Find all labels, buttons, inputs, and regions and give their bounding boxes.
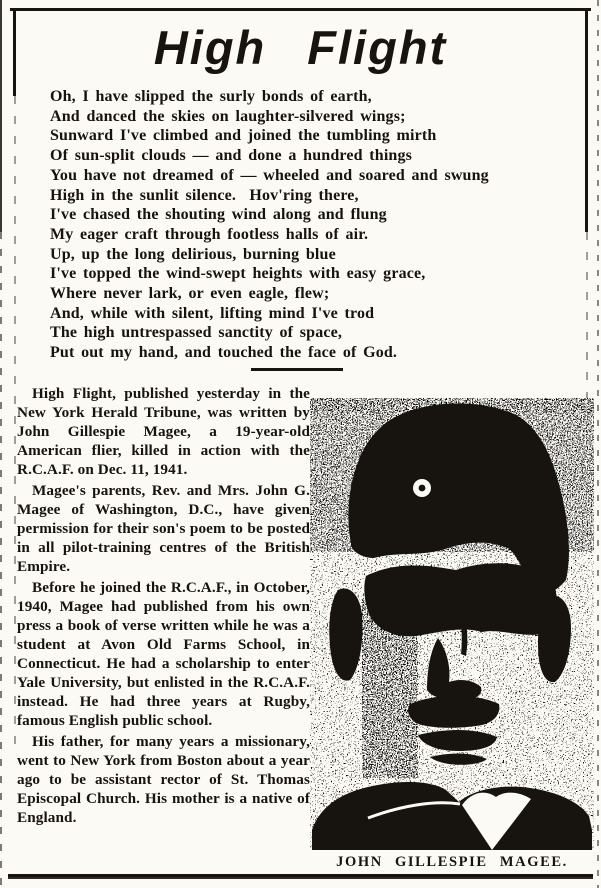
poem-line: I've topped the wind-swept heights with easy grace, <box>50 265 426 283</box>
poem-line: Oh, I have slipped the surly bonds of earth, <box>50 88 372 105</box>
poem-line: Sunward I've climbed and joined the tumbling mirth <box>50 127 437 145</box>
article-paragraph: His father, for many years a missionary, went to New York from Boston about a year ago to be assistant rector of St. Thomas Episcopal Church. His mother is a native of England. <box>17 733 310 826</box>
cap-badge-center <box>419 485 426 492</box>
box-border-top <box>10 8 591 11</box>
section-divider <box>251 368 343 371</box>
mustache <box>408 696 499 728</box>
poem-line: And danced the skies on laughter-silvered wings; <box>50 107 406 125</box>
box-border-left-dashed <box>14 96 16 746</box>
photo-caption: JOHN GILLESPIE MAGEE. <box>336 854 568 870</box>
column-rule-left-dashed <box>0 232 2 888</box>
poem-line: Put out my hand, and touched the face of God. <box>50 344 398 362</box>
bottom-double-rule <box>8 874 593 879</box>
poem-line: Of sun-split clouds — and done a hundred things <box>50 147 412 165</box>
poem <box>50 87 577 363</box>
poem-line: The high untrespassed sanctity of space, <box>50 324 343 342</box>
column-rule-right <box>597 0 599 888</box>
poem-line: You have not dreamed of — wheeled and soared and swung <box>50 166 489 184</box>
portrait-photo <box>310 398 594 850</box>
poem-line: I've chased the shouting wind along and flung <box>50 206 387 224</box>
poem-line: And, while with silent, lifting mind I've trod <box>50 304 375 322</box>
headline: High Flight <box>153 21 448 74</box>
poem-line: Where never lark, or even eagle, flew; <box>50 285 330 303</box>
poem-line: High in the sunlit silence. Hov'ring there, <box>50 186 359 204</box>
photo-column <box>310 398 594 871</box>
article-paragraph: Magee's parents, Rev. and Mrs. John G. Magee of Washington, D.C., have given permission for their son's poem to be posted in all pilot-training centres of the British Empire. <box>17 482 310 575</box>
article-paragraph: Before he joined the R.C.A.F., in October, 1940, Magee had published from his own press a book of verse written while he was a student at Avon Old Farms School, in Connecticut. He had a scholarship to enter Yale University, but enlisted in the R.C.A.F. instead. He had three years at Rugby, famous English public school. <box>17 579 310 729</box>
poem-line: Up, up the long delirious, burning blue <box>50 245 336 263</box>
poem-line: My eager craft through footless halls of air. <box>50 225 369 243</box>
article-paragraph: High Flight, published yesterday in the New York Herald Tribune, was written by John Gillespie Magee, a 19-year-old American flier, killed in action with the R.C.A.F. on Dec. 11, 1941. <box>17 385 310 478</box>
article-body <box>17 384 310 829</box>
